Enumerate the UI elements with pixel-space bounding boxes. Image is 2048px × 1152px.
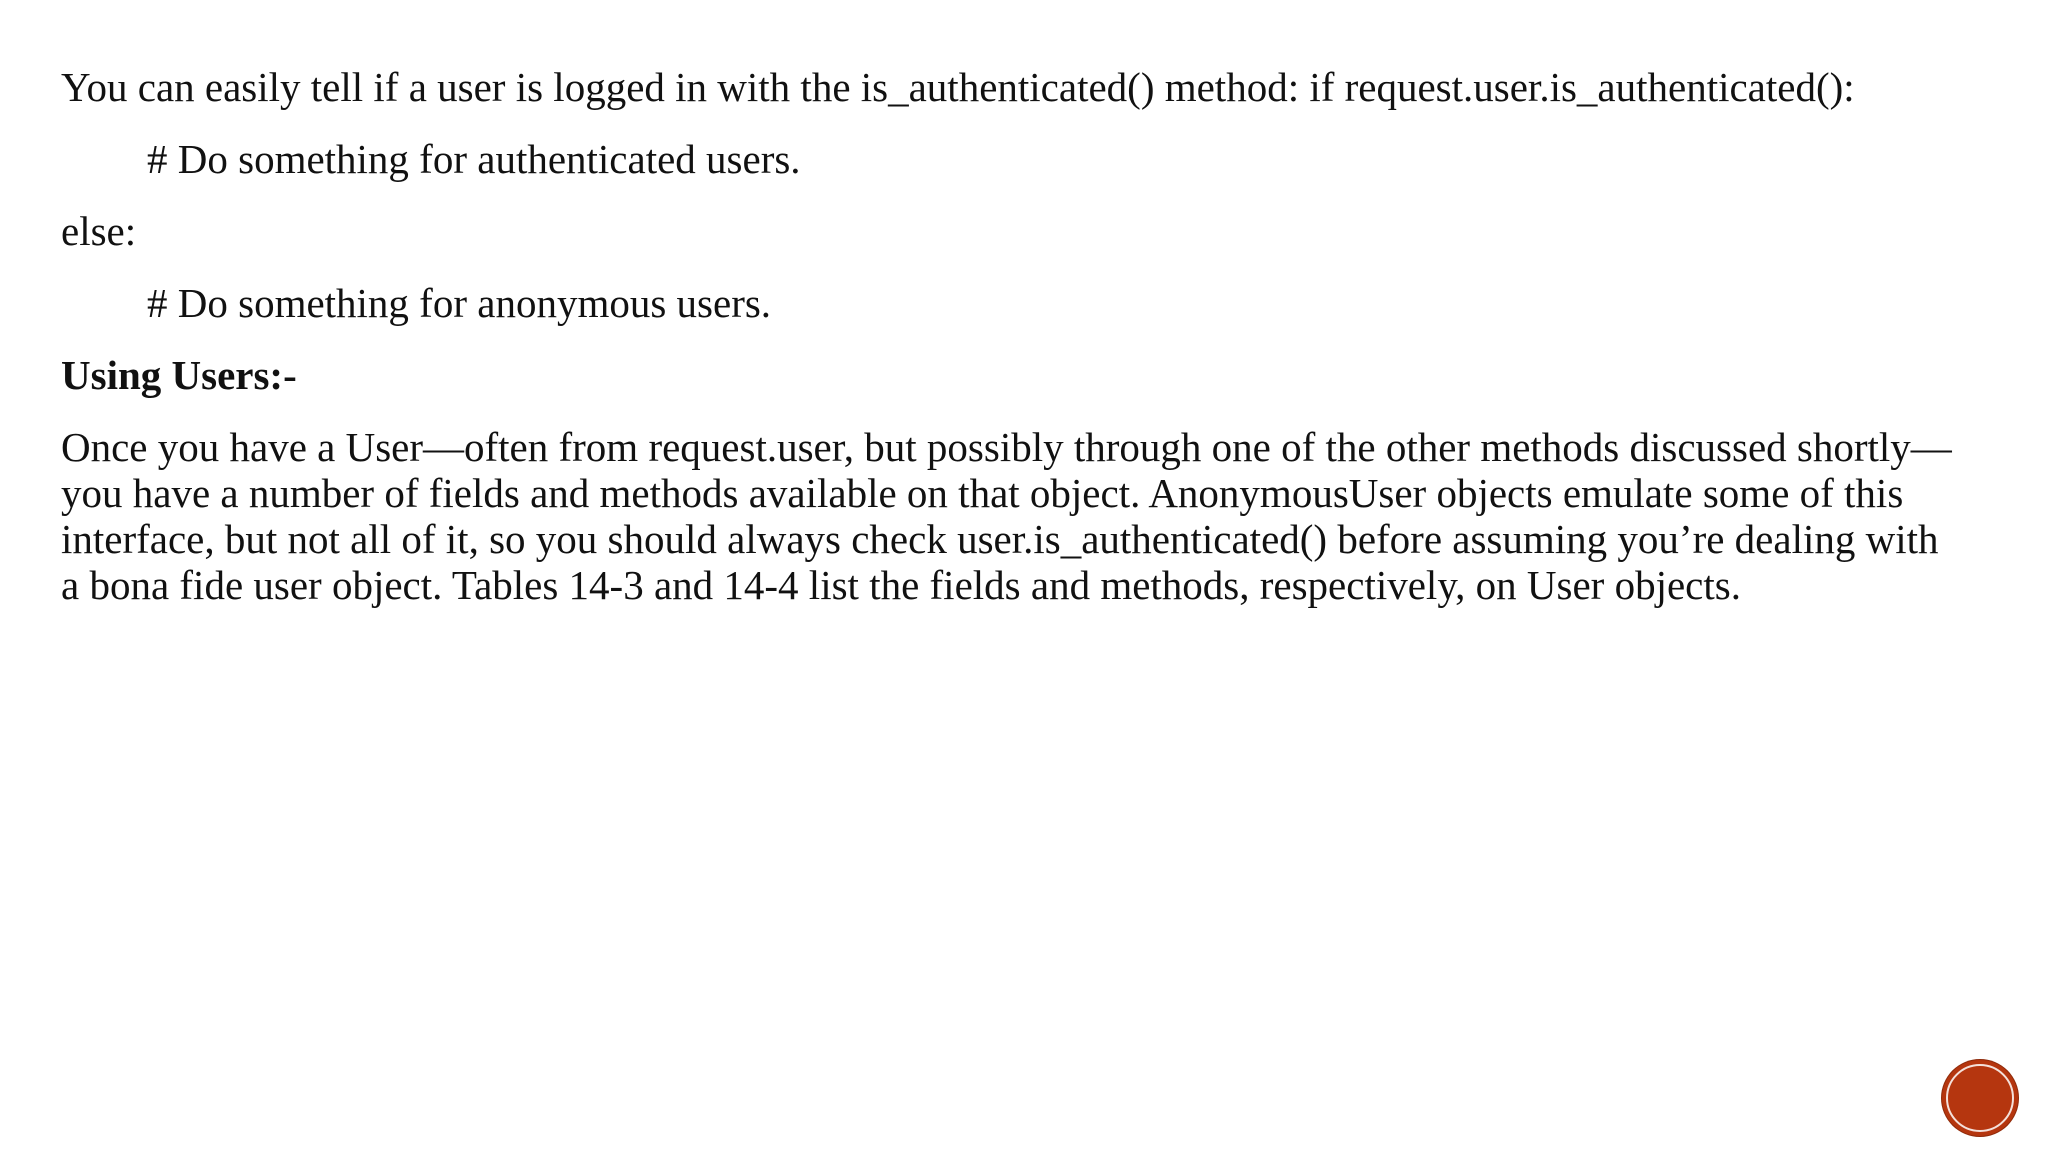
slide-content [61,64,1961,634]
code-comment-authenticated: # Do something for authenticated users. [147,136,801,182]
code-else: else: [61,208,137,254]
body-paragraph: Once you have a User—often from request.user, but possibly through one of the other methods discussed shortly—you have a number of fields and methods available on that object. AnonymousUser objects emulate some of this interface, but not all of it, so you should always check user.is_authenticated() before assuming you’re dealing with a bona fide user object. Tables 14-3 and 14-4 list the fields and methods, respectively, on User objects. [61,424,1952,608]
section-heading: Using Users:- [61,352,297,398]
code-comment-anonymous: # Do something for anonymous users. [147,280,772,326]
slide-number-badge-icon [1942,1060,2018,1136]
intro-paragraph: You can easily tell if a user is logged in with the is_authenticated() method: if request.user.is_authenticated(): [61,64,1855,110]
